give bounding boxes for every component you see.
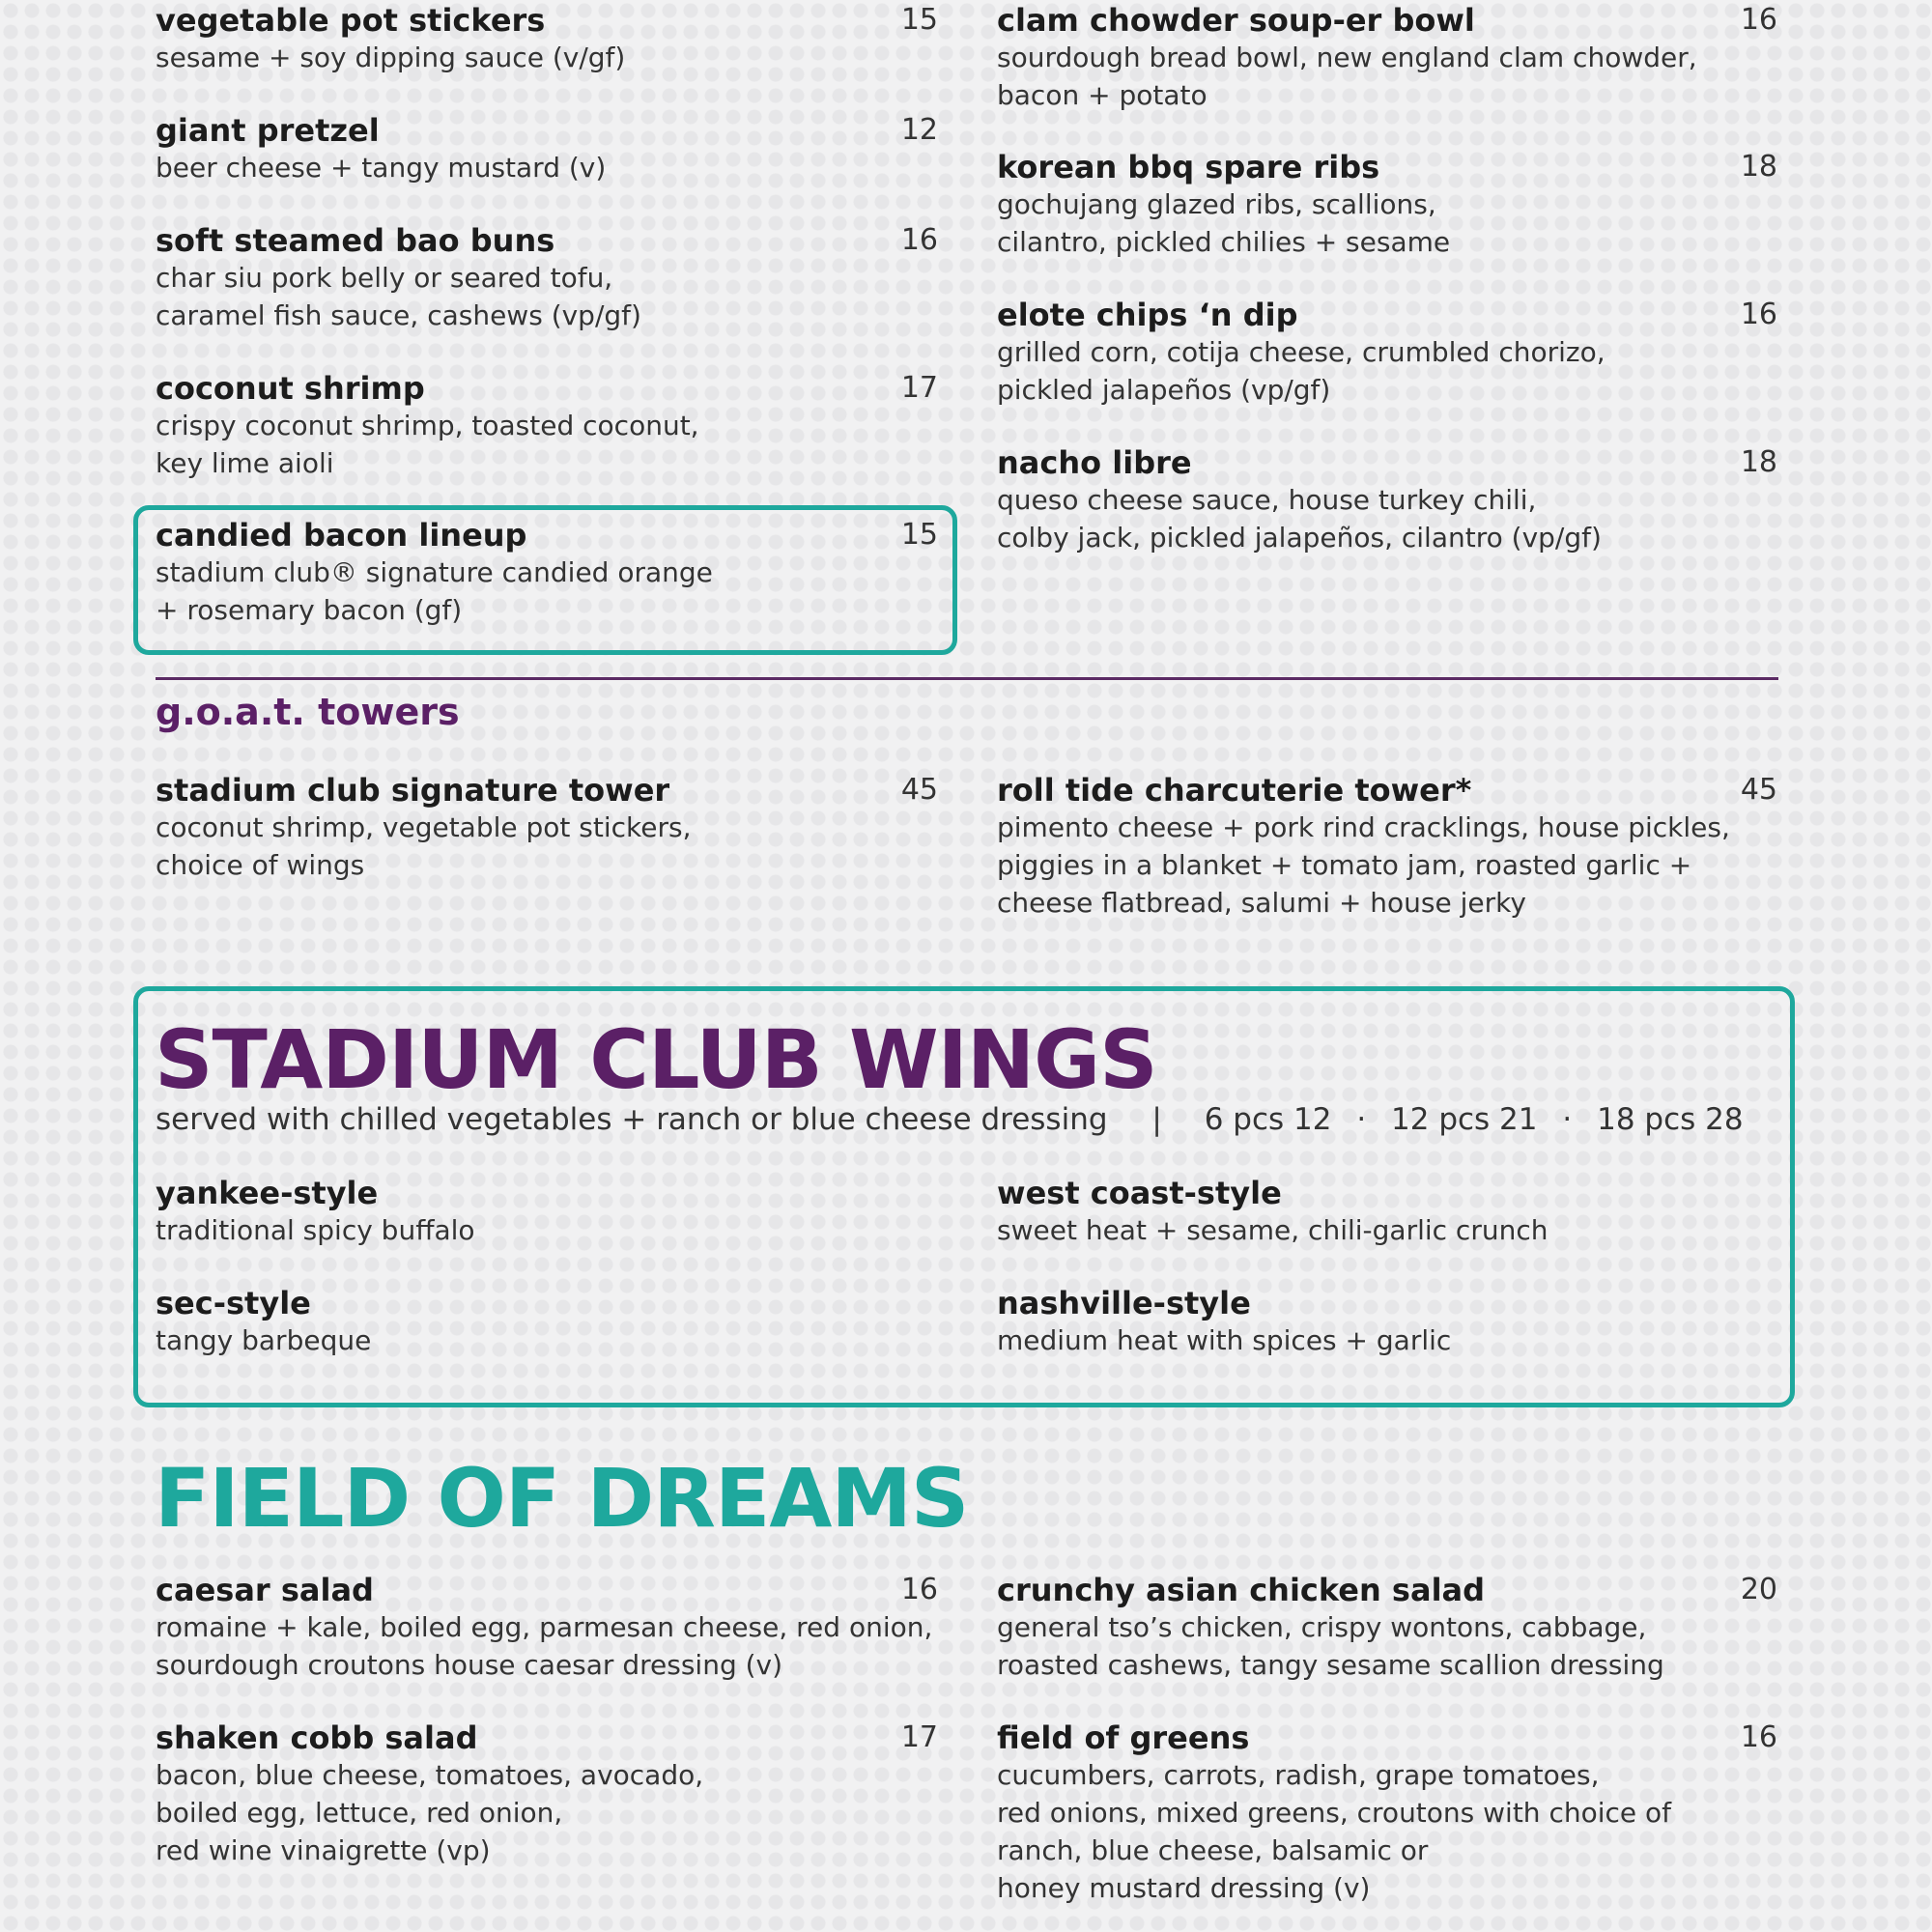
- description-line: beer cheese + tangy mustard (v): [156, 152, 607, 184]
- item-price: 16: [1740, 3, 1777, 37]
- wing-style-description: medium heat with spices + garlic: [997, 1324, 1452, 1356]
- item-description: [997, 481, 1777, 556]
- description-line: coconut shrimp, vegetable pot stickers,: [156, 811, 692, 843]
- description-line: sourdough croutons house caesar dressing (v): [156, 1649, 783, 1681]
- wings-size: 18 pcs 28: [1597, 1102, 1744, 1137]
- item-description: [997, 809, 1777, 922]
- item-name: clam chowder soup-er bowl: [997, 2, 1475, 39]
- description-line: key lime aioli: [156, 447, 334, 479]
- description-line: char siu pork belly or seared tofu,: [156, 262, 613, 294]
- item-name: crunchy asian chicken salad: [997, 1572, 1486, 1608]
- item-name: candied bacon lineup: [156, 517, 527, 554]
- wing-style: [156, 1175, 938, 1249]
- item-description: [156, 39, 938, 76]
- wing-style: [997, 1285, 1777, 1359]
- item-description: [997, 1608, 1777, 1684]
- description-line: bacon + potato: [997, 79, 1208, 111]
- item-price: 17: [900, 1720, 938, 1754]
- item-name: coconut shrimp: [156, 370, 425, 407]
- item-name: nacho libre: [997, 444, 1192, 481]
- item-description: [156, 554, 938, 629]
- item-price: 18: [1740, 445, 1777, 479]
- description-line: ranch, blue cheese, balsamic or: [997, 1834, 1429, 1866]
- description-line: sesame + soy dipping sauce (v/gf): [156, 42, 626, 73]
- item-description: [156, 1756, 938, 1869]
- description-line: roasted cashews, tangy sesame scallion dressing: [997, 1649, 1664, 1681]
- item-description: [156, 259, 938, 334]
- item-description: [156, 1608, 938, 1684]
- description-line: pickled jalapeños (vp/gf): [997, 374, 1331, 406]
- menu-item: [156, 1719, 938, 1869]
- item-description: [156, 149, 938, 186]
- menu-item: [997, 2, 1777, 114]
- item-price: 15: [900, 3, 938, 37]
- item-name: vegetable pot stickers: [156, 2, 546, 39]
- section-title-towers: g.o.a.t. towers: [156, 691, 460, 733]
- dot-separator: ·: [1562, 1102, 1573, 1137]
- item-name: caesar salad: [156, 1572, 374, 1608]
- description-line: crispy coconut shrimp, toasted coconut,: [156, 410, 699, 441]
- description-line: boiled egg, lettuce, red onion,: [156, 1797, 563, 1829]
- menu-item: [156, 370, 938, 482]
- description-line: red onions, mixed greens, croutons with choice of: [997, 1797, 1672, 1829]
- description-line: + rosemary bacon (gf): [156, 594, 463, 626]
- item-description: [997, 1756, 1777, 1907]
- item-description: [156, 407, 938, 482]
- separator: |: [1151, 1102, 1162, 1137]
- wing-style: [997, 1175, 1777, 1249]
- description-line: cheese flatbread, salumi + house jerky: [997, 887, 1526, 919]
- menu-item: [156, 2, 938, 76]
- menu-item-featured: [156, 517, 938, 629]
- description-line: red wine vinaigrette (vp): [156, 1834, 491, 1866]
- menu-item: [156, 772, 938, 884]
- item-price: 12: [900, 113, 938, 147]
- description-line: sourdough bread bowl, new england clam chowder,: [997, 42, 1697, 73]
- wing-style-name: yankee-style: [156, 1175, 379, 1211]
- item-price: 45: [900, 773, 938, 807]
- description-line: gochujang glazed ribs, scallions,: [997, 188, 1436, 220]
- item-description: [997, 333, 1777, 409]
- menu-item: [997, 297, 1777, 409]
- wing-style-description: tangy barbeque: [156, 1324, 372, 1356]
- wings-subtitle-text: served with chilled vegetables + ranch or blue cheese dressing: [156, 1102, 1108, 1137]
- wings-subtitle: [156, 1102, 1744, 1137]
- wing-style-name: sec-style: [156, 1285, 311, 1321]
- item-name: stadium club signature tower: [156, 772, 670, 809]
- item-name: field of greens: [997, 1719, 1250, 1756]
- menu-item: [997, 444, 1777, 556]
- menu-item: [156, 1572, 938, 1684]
- section-title-salads: FIELD OF DREAMS: [155, 1451, 969, 1546]
- section-title-wings: STADIUM CLUB WINGS: [155, 1012, 1157, 1107]
- description-line: honey mustard dressing (v): [997, 1872, 1371, 1904]
- item-description: [997, 39, 1777, 114]
- description-line: pimento cheese + pork rind cracklings, house pickles,: [997, 811, 1730, 843]
- wing-style: [156, 1285, 938, 1359]
- item-price: 16: [1740, 1720, 1777, 1754]
- menu-item: [997, 772, 1777, 922]
- description-line: grilled corn, cotija cheese, crumbled chorizo,: [997, 336, 1605, 368]
- item-description: [156, 809, 938, 884]
- description-line: romaine + kale, boiled egg, parmesan cheese, red onion,: [156, 1611, 933, 1643]
- item-price: 20: [1740, 1573, 1777, 1606]
- description-line: caramel fish sauce, cashews (vp/gf): [156, 299, 641, 331]
- menu-item: [997, 149, 1777, 261]
- menu-item: [997, 1572, 1777, 1684]
- item-price: 17: [900, 371, 938, 405]
- item-price: 16: [900, 1573, 938, 1606]
- wing-style-name: west coast-style: [997, 1175, 1282, 1211]
- description-line: bacon, blue cheese, tomatoes, avocado,: [156, 1759, 704, 1791]
- item-name: roll tide charcuterie tower*: [997, 772, 1472, 809]
- wings-size: 12 pcs 21: [1391, 1102, 1538, 1137]
- menu-item: [156, 222, 938, 334]
- wings-size: 6 pcs 12: [1204, 1102, 1332, 1137]
- section-divider: [156, 677, 1778, 680]
- item-price: 15: [900, 518, 938, 552]
- description-line: stadium club® signature candied orange: [156, 556, 713, 588]
- description-line: colby jack, pickled jalapeños, cilantro (vp/gf): [997, 522, 1602, 554]
- item-price: 18: [1740, 150, 1777, 184]
- item-price: 16: [900, 223, 938, 257]
- wing-style-name: nashville-style: [997, 1285, 1251, 1321]
- item-description: [997, 185, 1777, 261]
- description-line: cilantro, pickled chilies + sesame: [997, 226, 1451, 258]
- dot-separator: ·: [1356, 1102, 1367, 1137]
- item-name: soft steamed bao buns: [156, 222, 555, 259]
- item-name: shaken cobb salad: [156, 1719, 478, 1756]
- wing-style-description: sweet heat + sesame, chili-garlic crunch: [997, 1214, 1548, 1246]
- wing-style-description: traditional spicy buffalo: [156, 1214, 475, 1246]
- description-line: piggies in a blanket + tomato jam, roasted garlic +: [997, 849, 1692, 881]
- description-line: choice of wings: [156, 849, 365, 881]
- item-price: 16: [1740, 298, 1777, 331]
- item-price: 45: [1740, 773, 1777, 807]
- menu-item: [156, 112, 938, 186]
- description-line: cucumbers, carrots, radish, grape tomatoes,: [997, 1759, 1600, 1791]
- description-line: queso cheese sauce, house turkey chili,: [997, 484, 1537, 516]
- description-line: general tso’s chicken, crispy wontons, cabbage,: [997, 1611, 1647, 1643]
- menu-item: [997, 1719, 1777, 1907]
- item-name: elote chips ‘n dip: [997, 297, 1298, 333]
- item-name: korean bbq spare ribs: [997, 149, 1380, 185]
- item-name: giant pretzel: [156, 112, 380, 149]
